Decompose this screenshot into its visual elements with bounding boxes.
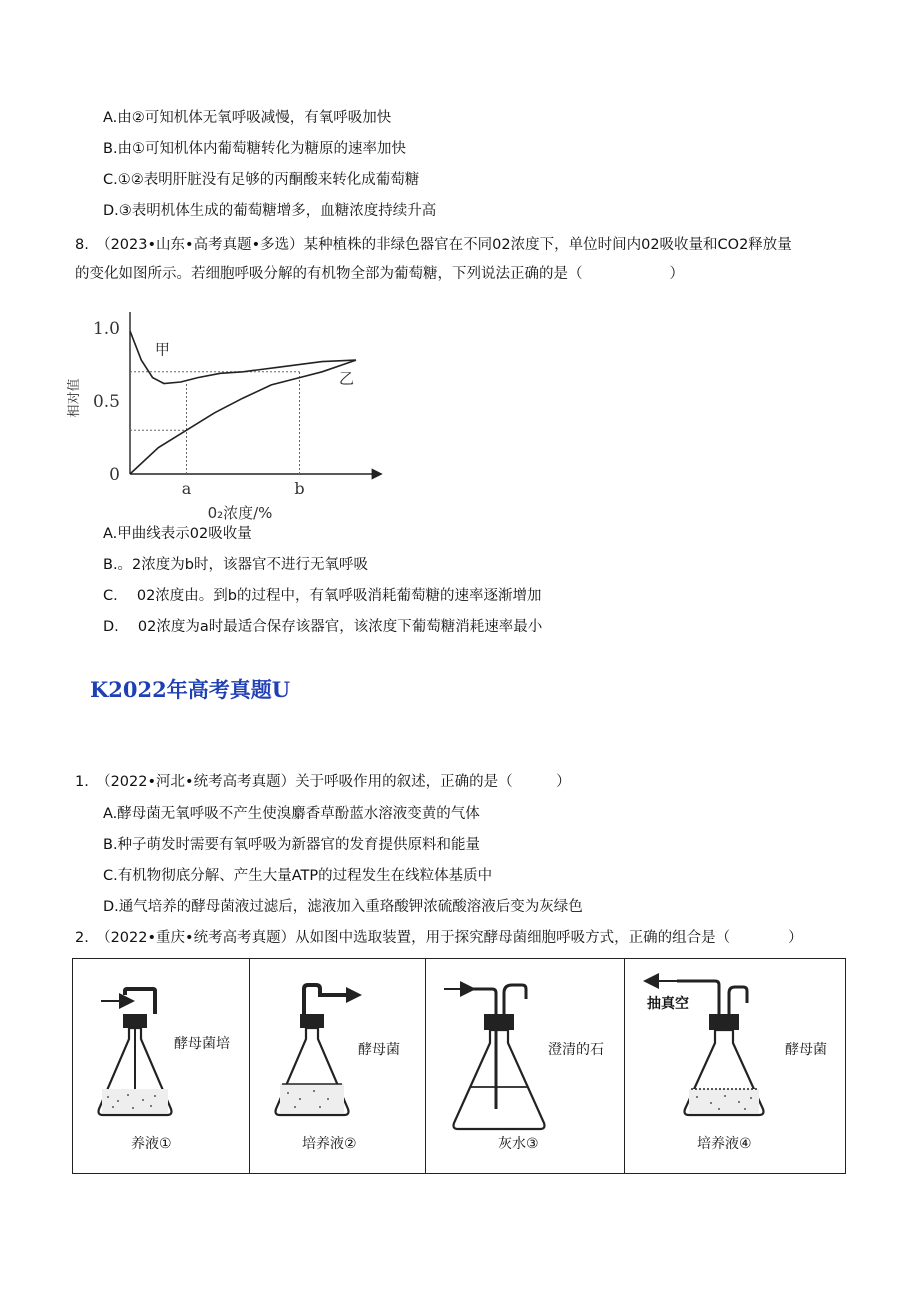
chart-svg	[66, 306, 386, 526]
flask-3-side-label: 澄清的石	[548, 1042, 604, 1058]
question8-stem-line1: 8. （2023•山东•高考真题•多选）某种植株的非绿色器官在不同02浓度下，单位时间内02吸收量和CO2释放量	[75, 237, 792, 253]
apparatus-figure	[72, 958, 846, 1174]
apparatus-2	[250, 959, 426, 1173]
question1-option-d: D.通气培养的酵母菌液过滤后，滤液加入重珞酸钾浓硫酸溶液后变为灰绿色	[103, 899, 583, 915]
x-tick-label: a	[181, 479, 192, 498]
question1-stem: 1. （2022•河北•统考高考真题）关于呼吸作用的叙述，正确的是（ ）	[75, 774, 571, 790]
flask-1-side-label: 酵母菌培	[174, 1036, 230, 1052]
question1-option-b: B.种子萌发时需要有氧呼吸为新器官的发育提供原料和能量	[103, 837, 481, 853]
apparatus-3	[426, 959, 625, 1173]
question2-stem: 2. （2022•重庆•统考高考真题）从如图中选取装置，用于探究酵母菌细胞呼吸方式，正确的组合是（ ）	[75, 930, 803, 946]
prev-option-d: D.③表明机体生成的葡萄糖增多，血糖浓度持续升高	[103, 203, 437, 219]
prev-option-a: A.由②可知机体无氧呼吸减慢，有氧呼吸加快	[103, 110, 392, 126]
y-tick-label: 1.0	[92, 319, 120, 339]
question8-option-b: B.。2浓度为b时，该器官不进行无氧呼吸	[103, 557, 368, 573]
y-tick-label: 0.5	[92, 392, 120, 412]
question8-option-c: C. 02浓度由。到b的过程中，有氧呼吸消耗葡萄糖的速率逐渐增加	[103, 588, 542, 604]
x-tick-label: b	[294, 479, 305, 498]
section-heading: K2022年高考真题U	[90, 677, 291, 702]
y-axis-label: 相对值	[67, 378, 82, 418]
prev-option-b: B.由①可知机体内葡萄糖转化为糖原的速率加快	[103, 141, 407, 157]
flask-4-bottom-label: 培养液④	[697, 1136, 752, 1152]
flask-1-bottom-label: 养液①	[131, 1136, 172, 1152]
apparatus-1	[73, 959, 250, 1173]
question8-option-d: D. 02浓度为a时最适合保存该器官，该浓度下葡萄糖消耗速率最小	[103, 619, 543, 635]
flask-3-bottom-label: 灰水③	[498, 1136, 539, 1152]
flask-4-top-label: 抽真空	[647, 996, 689, 1012]
o2-co2-chart	[66, 306, 386, 530]
question1-option-c: C.有机物彻底分解、产生大量ATP的过程发生在线粒体基质中	[103, 868, 493, 884]
prev-option-c: C.①②表明肝脏没有足够的丙酮酸来转化成葡萄糖	[103, 172, 420, 188]
apparatus-4	[625, 959, 845, 1173]
flask-4-side-label: 酵母菌	[785, 1042, 827, 1058]
y-tick-label: 0	[109, 465, 120, 485]
flask-2-side-label: 酵母菌	[358, 1042, 400, 1058]
x-axis-label: 0₂浓度/%	[207, 504, 273, 522]
series-label-2: 乙	[339, 369, 355, 388]
question8-stem-line2: 的变化如图所示。若细胞呼吸分解的有机物全部为葡萄糖，下列说法正确的是（ ）	[75, 266, 684, 282]
series-label-1: 甲	[154, 340, 170, 359]
question8-option-a: A.甲曲线表示02吸收量	[103, 526, 252, 542]
series-line-2	[130, 360, 356, 474]
flask-2-bottom-label: 培养液②	[302, 1136, 357, 1152]
question1-option-a: A.酵母菌无氧呼吸不产生使溴麝香草酚蓝水溶液变黄的气体	[103, 806, 480, 822]
